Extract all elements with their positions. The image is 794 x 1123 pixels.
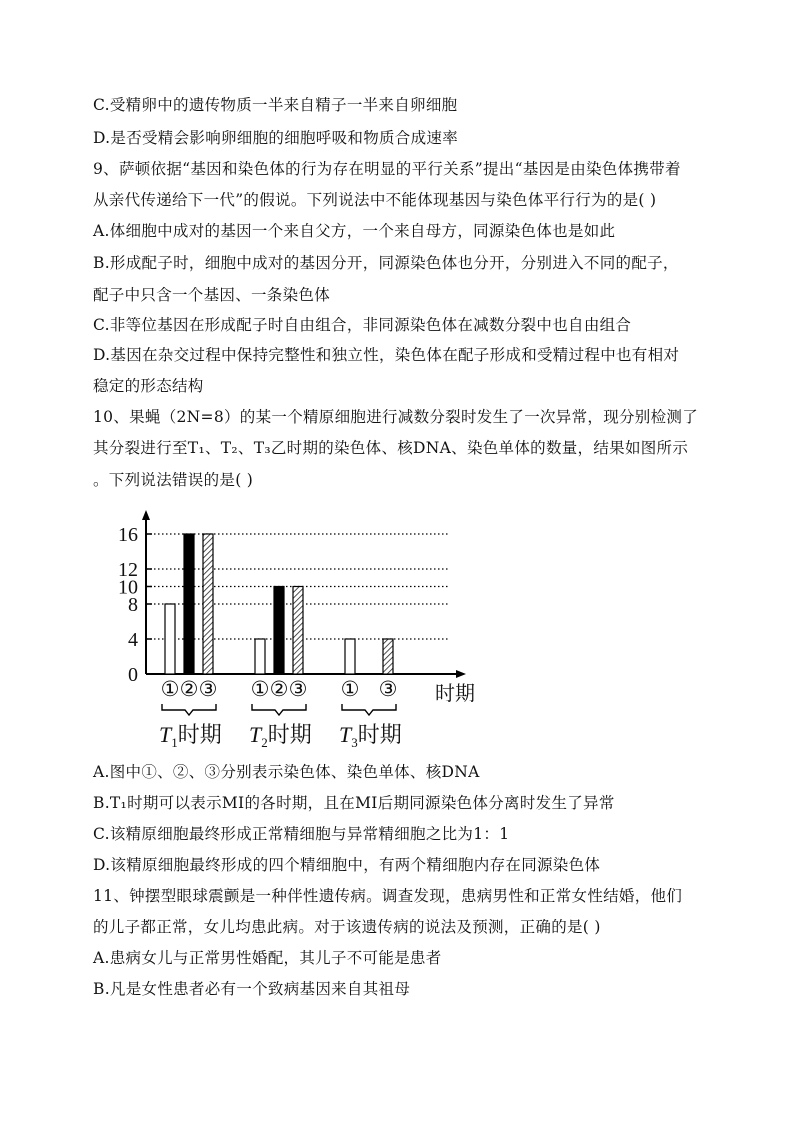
text-line: 9、萨顿依据“基因和染色体的行为存在明显的平行关系”提出“基因是由染色体携带着: [93, 160, 681, 178]
text-line: B.T₁时期可以表示MⅠ的各时期，且在MⅠ后期同源染色体分离时发生了异常: [93, 794, 615, 812]
bar-marker: ①: [160, 677, 180, 701]
group-label-main: T: [249, 722, 262, 747]
bar-2-2: [274, 587, 284, 675]
bar-marker: ②: [269, 677, 289, 701]
bar-2-1: [255, 639, 265, 674]
text-line: D.基因在杂交过程中保持完整性和独立性，染色体在配子形成和受精过程中也有相对: [93, 346, 680, 364]
group-brace: [162, 704, 216, 715]
y-tick-label: 16: [118, 524, 138, 546]
bar-3-2: [383, 639, 393, 674]
group-label: [339, 722, 402, 750]
bar-1-3: [203, 534, 213, 674]
bar-marker: ③: [198, 677, 218, 701]
text-line: A.图中①、②、③分别表示染色体、染色单体、核DNA: [93, 763, 480, 781]
text-line: C.受精卵中的遗传物质一半来自精子一半来自卵细胞: [93, 96, 458, 114]
y-tick-label: 8: [128, 594, 138, 616]
y-tick-label: 12: [118, 559, 138, 581]
group-label-suffix: 时期: [177, 722, 222, 747]
bar-marker: ③: [288, 677, 308, 701]
y-tick-label: 4: [128, 629, 138, 651]
text-line: A.体细胞中成对的基因一个来自父方，一个来自母方，同源染色体也是如此: [93, 222, 616, 240]
y-tick-label: 0: [128, 664, 138, 686]
text-line: 配子中只含一个基因、一条染色体: [93, 286, 331, 304]
text-line: 的儿子都正常，女儿均患此病。对于该遗传病的说法及预测，正确的是( ): [93, 918, 601, 936]
text-line: 10、果蝇（2N=8）的某一个精原细胞进行减数分裂时发生了一次异常，现分别检测了: [93, 408, 698, 426]
text-line: D.该精原细胞最终形成的四个精细胞中，有两个精细胞内存在同源染色体: [93, 856, 601, 874]
text-line: 。下列说法错误的是( ): [93, 471, 254, 489]
text-line: C.非等位基因在形成配子时自由组合，非同源染色体在减数分裂中也自由组合: [93, 316, 632, 334]
bar-chart: [100, 508, 500, 758]
group-label: [159, 722, 222, 750]
bar-1-1: [165, 604, 175, 674]
text-line: 11、钟摆型眼球震颤是一种伴性遗传病。调查发现，患病男性和正常女性结婚，他们: [93, 887, 683, 905]
group-label-main: T: [339, 722, 352, 747]
group-label-main: T: [159, 722, 172, 747]
x-axis-label: 时期: [435, 683, 475, 705]
text-line: A.患病女儿与正常男性婚配，其儿子不可能是患者: [93, 949, 442, 967]
group-label-sub: 1: [171, 735, 178, 750]
text-line: B.凡是女性患者必有一个致病基因来自其祖母: [93, 980, 411, 998]
text-line: 稳定的形态结构: [93, 377, 204, 395]
group-label: [249, 722, 312, 750]
group-brace: [252, 704, 306, 715]
text-line: C.该精原细胞最终形成正常精细胞与异常精细胞之比为1：1: [93, 825, 510, 843]
bar-marker: ①: [250, 677, 270, 701]
group-label-sub: 2: [261, 735, 268, 750]
group-label-suffix: 时期: [357, 722, 402, 747]
bar-2-3: [293, 587, 303, 675]
text-line: 从亲代传递给下一代”的假说。下列说法中不能体现基因与染色体平行行为的是( ): [93, 191, 657, 209]
group-brace: [342, 704, 396, 715]
text-line: 其分裂进行至T₁、T₂、T₃乙时期的染色体、核DNA、染色单体的数量，结果如图所示: [93, 439, 689, 457]
group-label-suffix: 时期: [267, 722, 312, 747]
bar-marker: ①: [340, 677, 360, 701]
text-line: D.是否受精会影响卵细胞的细胞呼吸和物质合成速率: [93, 129, 459, 147]
y-tick-label: 10: [118, 576, 138, 599]
group-label-sub: 3: [351, 735, 358, 750]
bar-marker: ③: [378, 677, 398, 701]
bar-marker: ②: [179, 677, 199, 701]
bar-1-2: [184, 534, 194, 674]
bar-3-1: [345, 639, 355, 674]
text-line: B.形成配子时，细胞中成对的基因分开，同源染色体也分开，分别进入不同的配子，: [93, 254, 679, 272]
